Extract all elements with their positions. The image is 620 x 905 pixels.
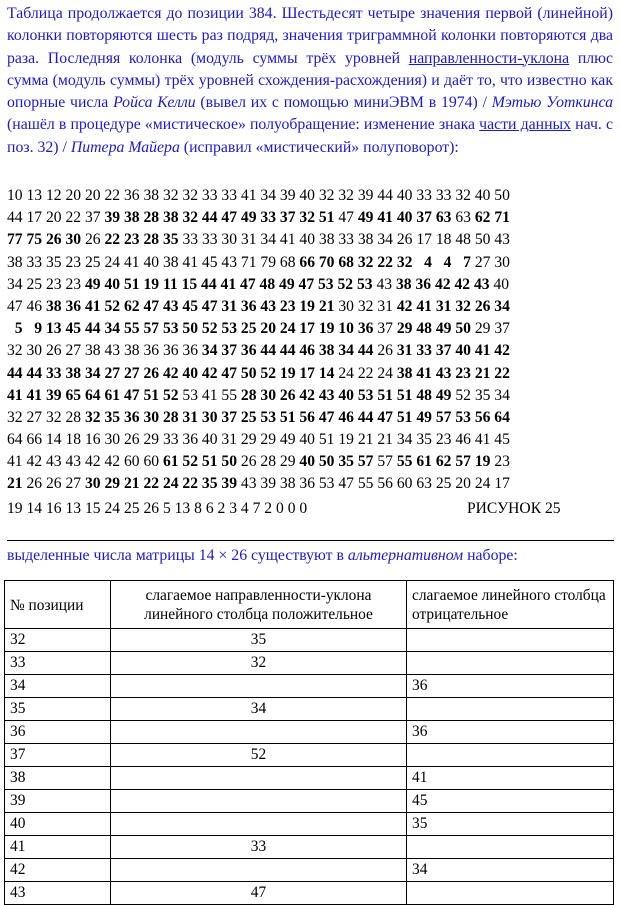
cell-negative: 36 xyxy=(407,721,614,744)
cell-positive: 34 xyxy=(111,698,407,721)
numbers: 47 46 xyxy=(7,297,46,315)
cell-positive xyxy=(111,675,407,698)
numbers: 53 41 55 xyxy=(178,386,241,404)
matrix-line xyxy=(7,407,617,429)
numbers: 29 37 xyxy=(470,320,510,338)
cell-position: 34 xyxy=(5,675,111,698)
highlighted-numbers: 38 41 43 23 21 22 xyxy=(396,364,510,382)
intro-text: (нашёл в процедуре «мистическое» полуобращение: изменение знака xyxy=(7,116,480,134)
table-row xyxy=(5,882,614,905)
intro-text: (вывел их с помощью миниЭВМ в 1974) / xyxy=(195,94,492,112)
matrix-line xyxy=(7,274,617,296)
name-matthew-watkins: Мэтью Уоткинса xyxy=(491,94,614,112)
numbers: 57 xyxy=(373,453,397,471)
cell-positive xyxy=(111,813,407,836)
highlighted-numbers: 42 41 31 32 26 34 xyxy=(396,297,510,315)
link-napravlennosti-uklona[interactable]: направленности-уклона xyxy=(408,49,570,67)
table-row xyxy=(5,790,614,813)
cell-negative: 34 xyxy=(407,859,614,882)
header-position: № позиции xyxy=(5,581,111,629)
cell-positive xyxy=(111,767,407,790)
cell-positive xyxy=(111,790,407,813)
highlighted-numbers: 62 71 xyxy=(474,209,510,227)
cell-negative xyxy=(407,882,614,905)
cell-positive xyxy=(111,721,407,744)
cell-position: 40 xyxy=(5,813,111,836)
numbers: 32 30 26 27 38 43 38 36 36 36 xyxy=(7,342,202,360)
numbers: 41 42 43 43 42 42 60 60 xyxy=(7,453,163,471)
bottom-number-row: 19 14 16 13 15 24 25 26 5 13 8 6 2 3 4 7 2 0 0 0 xyxy=(7,500,308,517)
divider xyxy=(7,540,614,541)
cell-negative: 41 xyxy=(407,767,614,790)
cell-position: 37 xyxy=(5,744,111,767)
numbers: 44 17 20 22 37 xyxy=(7,209,105,227)
highlighted-numbers: 49 41 40 37 63 xyxy=(357,209,452,227)
numbers: 52 35 34 xyxy=(451,386,510,404)
numbers: 26 28 29 xyxy=(237,453,300,471)
cell-position: 41 xyxy=(5,836,111,859)
link-chasti-dannyh[interactable]: части данных xyxy=(479,116,572,134)
numbers: 47 xyxy=(334,209,358,227)
matrix-line xyxy=(7,429,617,451)
intro-text: нач. с поз. 32) / xyxy=(7,116,613,156)
cell-negative xyxy=(407,744,614,767)
numbers: 37 xyxy=(373,320,397,338)
cell-positive: 47 xyxy=(111,882,407,905)
header-negative: слагаемое линейного столбца отрицательное xyxy=(407,581,614,629)
matrix-line xyxy=(7,229,617,251)
highlighted-numbers: 66 70 68 32 22 32 4 4 7 xyxy=(299,253,471,271)
cell-position: 39 xyxy=(5,790,111,813)
table-row xyxy=(5,629,614,652)
cell-negative xyxy=(407,652,614,675)
highlighted-numbers: 44 44 33 38 34 27 27 26 42 40 42 47 50 52 19 17 14 xyxy=(7,364,335,382)
intro-text: Таблица продолжается до позиции 384. Шестьдесят четыре значения первой (линейной) колонки повторяются шесть раз подряд, значения триграммной колонки повторяются два раза. Последняя колонка (модуль суммы трёх уровней xyxy=(7,5,613,67)
table-row xyxy=(5,721,614,744)
table-row xyxy=(5,675,614,698)
highlighted-numbers: 61 52 51 50 xyxy=(162,453,238,471)
numbers: 26 xyxy=(81,231,105,249)
table-caption xyxy=(7,545,614,567)
highlighted-numbers: 30 29 21 22 24 22 35 39 xyxy=(84,475,238,493)
numbers: 63 xyxy=(451,209,475,227)
intro-paragraph xyxy=(7,3,613,159)
cell-positive: 32 xyxy=(111,652,407,675)
caption-text: выделенные числа матрицы 14 × 26 существуют в xyxy=(7,547,348,564)
caption-text: наборе: xyxy=(463,547,518,564)
cell-negative xyxy=(407,836,614,859)
highlighted-numbers: 5 9 13 45 44 34 55 57 53 50 52 53 25 20 24 17 19 10 36 xyxy=(7,320,374,338)
cell-positive: 35 xyxy=(111,629,407,652)
cell-position: 33 xyxy=(5,652,111,675)
numbers: 10 13 12 20 20 22 36 38 32 32 33 33 41 34 39 40 32 32 39 44 40 33 33 32 40 50 xyxy=(7,187,510,204)
highlighted-numbers: 28 30 26 42 43 40 53 51 51 48 49 xyxy=(240,386,452,404)
cell-negative: 45 xyxy=(407,790,614,813)
cell-position: 38 xyxy=(5,767,111,790)
table-header-row xyxy=(5,581,614,629)
numbers: 24 22 24 xyxy=(334,364,397,382)
numbers: 23 xyxy=(490,453,510,471)
highlighted-numbers: 21 xyxy=(7,475,23,493)
numbers: 43 xyxy=(372,275,396,293)
matrix-line xyxy=(7,296,617,318)
highlighted-numbers: 34 37 36 44 44 46 38 34 44 xyxy=(201,342,374,360)
cell-negative xyxy=(407,629,614,652)
numbers: 33 33 30 31 34 41 40 38 33 38 34 26 17 18 48 50 43 xyxy=(178,231,510,249)
table-row xyxy=(5,698,614,721)
numbers: 32 27 32 28 xyxy=(7,408,85,426)
table-row xyxy=(5,767,614,790)
highlighted-numbers: 38 36 41 52 62 47 43 45 47 31 36 43 23 19 21 xyxy=(45,297,335,315)
numbers: 27 30 xyxy=(470,253,510,271)
matrix-line xyxy=(7,385,617,407)
numbers: 26 26 27 xyxy=(22,475,85,493)
highlighted-numbers: 32 35 36 30 28 31 30 37 25 53 51 56 47 46 44 47 51 49 57 53 56 64 xyxy=(84,408,510,426)
numbers: 38 33 35 23 25 24 41 40 38 41 45 43 71 79 68 xyxy=(7,253,300,271)
figure-label: РИСУНОК 25 xyxy=(467,500,561,517)
highlighted-numbers: 41 41 39 65 64 61 47 51 52 xyxy=(7,386,179,404)
table-row xyxy=(5,836,614,859)
cell-position: 36 xyxy=(5,721,111,744)
caption-italic: альтернативном xyxy=(347,547,464,564)
highlighted-numbers: 31 33 37 40 41 42 xyxy=(396,342,510,360)
cell-negative xyxy=(407,698,614,721)
highlighted-numbers: 77 75 26 30 xyxy=(7,231,82,249)
matrix-line xyxy=(7,185,617,207)
highlighted-numbers: 40 50 35 57 xyxy=(299,453,374,471)
matrix-line xyxy=(7,252,617,274)
matrix-line xyxy=(7,340,617,362)
table-row xyxy=(5,652,614,675)
highlighted-numbers: 55 61 62 57 19 xyxy=(396,453,491,471)
cell-negative: 36 xyxy=(407,675,614,698)
table-row xyxy=(5,813,614,836)
matrix-line xyxy=(7,451,617,473)
cell-positive: 33 xyxy=(111,836,407,859)
highlighted-numbers: 38 36 42 42 43 xyxy=(395,275,490,293)
cell-position: 43 xyxy=(5,882,111,905)
numbers: 64 66 14 18 16 30 26 29 33 36 40 31 29 29 49 40 51 19 21 21 34 35 23 46 41 45 xyxy=(7,431,510,449)
cell-positive: 52 xyxy=(111,744,407,767)
highlighted-numbers: 49 40 51 19 11 15 44 41 47 48 49 47 53 52 53 xyxy=(84,275,373,293)
numbers: 43 39 38 36 53 47 55 56 60 63 25 20 24 17 xyxy=(237,475,510,493)
position-table xyxy=(4,580,614,905)
cell-negative: 35 xyxy=(407,813,614,836)
header-positive: слагаемое направленности-уклона линейного столбца положительное xyxy=(111,581,407,629)
cell-position: 32 xyxy=(5,629,111,652)
cell-position: 42 xyxy=(5,859,111,882)
highlighted-numbers: 29 48 49 50 xyxy=(396,320,471,338)
intro-text: (исправил «мистический» полуповорот): xyxy=(179,138,459,156)
name-peter-meyer: Питера Майера xyxy=(70,138,180,156)
highlighted-numbers: 39 38 28 38 32 44 47 49 33 37 32 51 xyxy=(104,209,335,227)
matrix-line xyxy=(7,363,617,385)
table-row xyxy=(5,859,614,882)
matrix-line xyxy=(7,473,617,495)
highlighted-numbers: 22 23 28 35 xyxy=(104,231,179,249)
numbers: 30 32 31 xyxy=(334,297,397,315)
cell-positive xyxy=(111,859,407,882)
numbers: 26 xyxy=(373,342,397,360)
numbers: 40 xyxy=(489,275,510,293)
table-row xyxy=(5,744,614,767)
matrix-line xyxy=(7,318,617,340)
intro-text: плюс сумма (модуль суммы) трёх уровней схождения-расхождения) и даёт то, что известно как опорные числа xyxy=(7,49,613,112)
cell-position: 35 xyxy=(5,698,111,721)
matrix-line xyxy=(7,207,617,229)
numbers: 34 25 23 23 xyxy=(7,275,85,293)
name-royce-kelly: Ройса Келли xyxy=(113,94,196,112)
number-matrix xyxy=(7,185,617,496)
